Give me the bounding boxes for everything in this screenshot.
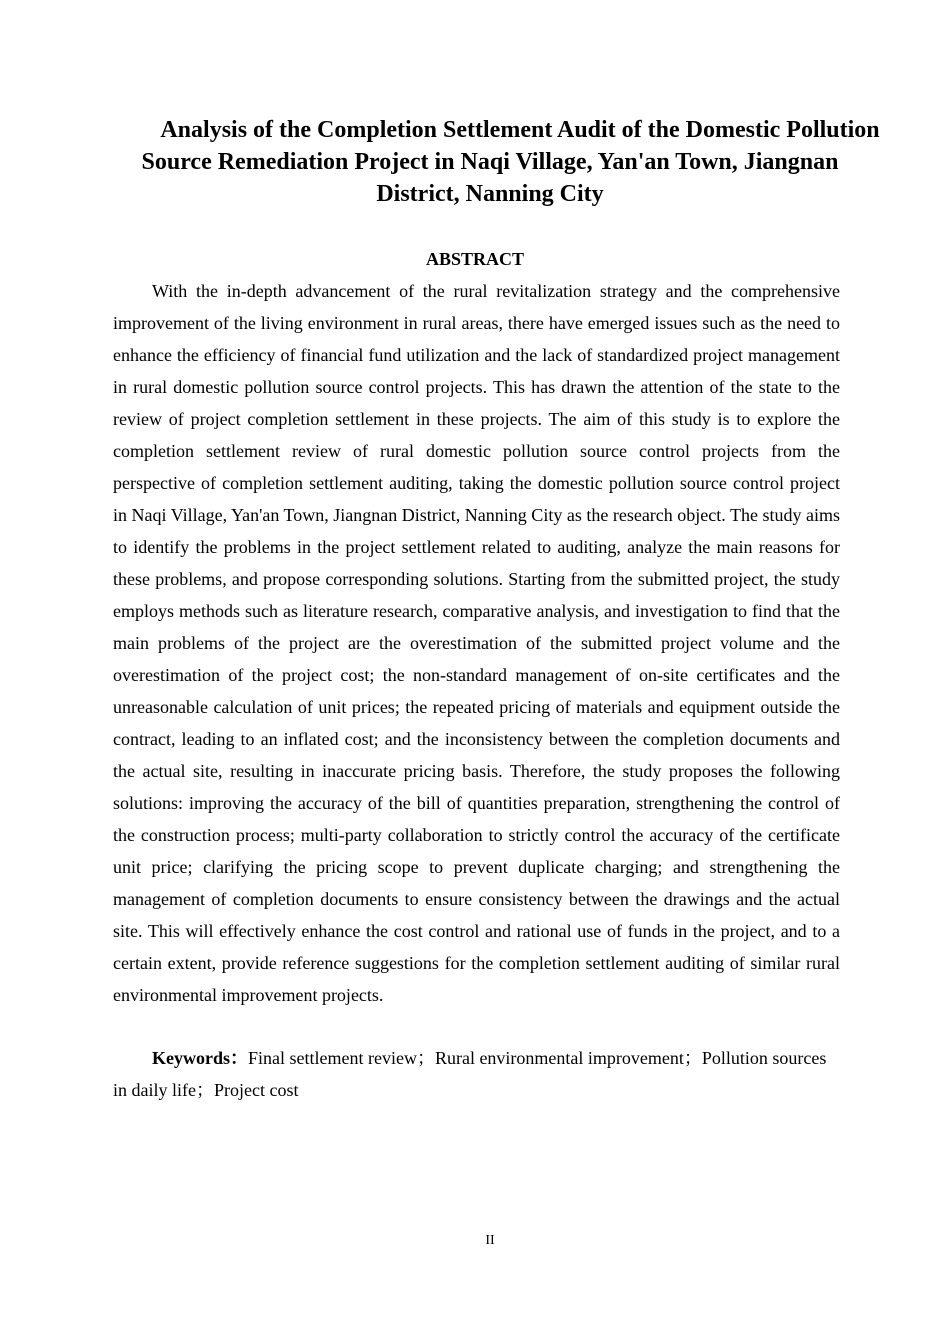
keywords-text: Final settlement review；Rural environmental improvement；Pollution sources in daily life；Project cost	[113, 1048, 827, 1100]
paper-title: Analysis of the Completion Settlement Audit of the Domestic Pollution Source Remediation Project in Naqi Village, Yan'an Town, Jiangnan District, Nanning City	[141, 117, 880, 207]
abstract-heading: ABSTRACT	[425, 249, 525, 269]
page-number: II	[485, 1233, 495, 1248]
keywords-label: Keywords：	[152, 1048, 248, 1068]
keywords-paragraph	[113, 1042, 840, 1106]
abstract-body: With the in-depth advancement of the rural revitalization strategy and the comprehensive improvement of the living environment in rural areas, there have emerged issues such as the need to enhance the efficiency of financial fund utilization and the lack of standardized project management in rural domestic pollution source control projects. This has drawn the attention of the state to the review of project completion settlement in these projects. The aim of this study is to explore the completion settlement review of rural domestic pollution source control projects from the perspective of completion settlement auditing, taking the domestic pollution source control project in Naqi Village, Yan'an Town, Jiangnan District, Nanning City as the research object. The study aims to identify the problems in the project settlement related to auditing, analyze the main reasons for these problems, and propose corresponding solutions. Starting from the submitted project, the study employs methods such as literature research, comparative analysis, and investigation to find that the main problems of the project are the overestimation of the submitted project volume and the overestimation of the project cost; the non-standard management of on-site certificates and the unreasonable calculation of unit prices; the repeated pricing of materials and equipment outside the contract, leading to an inflated cost; and the inconsistency between the completion documents and the actual site, resulting in inaccurate pricing basis. Therefore, the study proposes the following solutions: improving the accuracy of the bill of quantities preparation, strengthening the control of the construction process; multi-party collaboration to strictly control the accuracy of the certificate unit price; clarifying the pricing scope to prevent duplicate charging; and strengthening the management of completion documents to ensure consistency between the drawings and the actual site. This will effectively enhance the cost control and rational use of funds in the project, and to a certain extent, provide reference suggestions for the completion settlement auditing of similar rural environmental improvement projects.	[113, 281, 840, 1005]
